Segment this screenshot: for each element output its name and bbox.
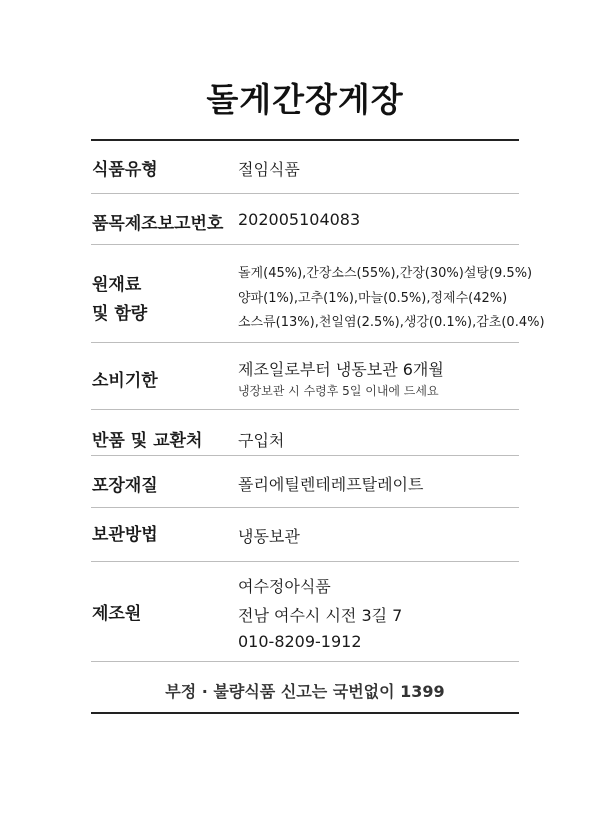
value-expiry-main: 제조일로부터 냉동보관 6개월: [238, 360, 444, 379]
label-returns: 반품 및 교환처: [92, 431, 203, 451]
label-expiry: 소비기한: [92, 371, 158, 391]
ingredients-line: 소스류(13%),천일염(2.5%),생강(0.1%),감초(0.4%): [238, 315, 545, 330]
ingredients-line: 돌게(45%),간장소스(55%),간장(30%)설탕(9.5%): [238, 266, 533, 281]
row-divider: [91, 507, 519, 508]
value-returns: 구입처: [238, 431, 285, 450]
value-food-type: 절임식품: [238, 160, 300, 179]
row-divider: [91, 244, 519, 245]
value-storage: 냉동보관: [238, 527, 300, 546]
value-manufacturer-phone: 010-8209-1912: [238, 632, 362, 651]
value-expiry-note: 냉장보관 시 수령후 5일 이내에 드세요: [238, 384, 439, 398]
label-packaging: 포장재질: [92, 476, 158, 496]
label-food-type: 식품유형: [92, 160, 158, 180]
report-notice: 부정 · 불량식품 신고는 국번없이 1399: [165, 682, 445, 701]
label-report-number: 품목제조보고번호: [92, 214, 224, 234]
label-storage: 보관방법: [92, 525, 158, 545]
top-divider: [91, 139, 519, 141]
value-report-number: 202005104083: [238, 210, 361, 229]
label-ingredients-line2: 및 함량: [92, 304, 148, 324]
label-ingredients-line1: 원재료: [92, 275, 142, 295]
row-divider: [91, 193, 519, 194]
row-divider: [91, 661, 519, 662]
row-divider: [91, 409, 519, 410]
row-divider: [91, 342, 519, 343]
value-packaging: 폴리에틸렌테레프탈레이트: [238, 475, 424, 494]
value-manufacturer-address: 전남 여수시 시전 3길 7: [238, 606, 403, 625]
label-manufacturer: 제조원: [92, 604, 142, 624]
value-manufacturer-name: 여수정아식품: [238, 577, 331, 596]
row-divider: [91, 455, 519, 456]
product-title: 돌게간장게장: [206, 80, 404, 119]
bottom-divider: [91, 712, 519, 714]
row-divider: [91, 561, 519, 562]
ingredients-line: 양파(1%),고추(1%),마늘(0.5%),정제수(42%): [238, 291, 508, 306]
